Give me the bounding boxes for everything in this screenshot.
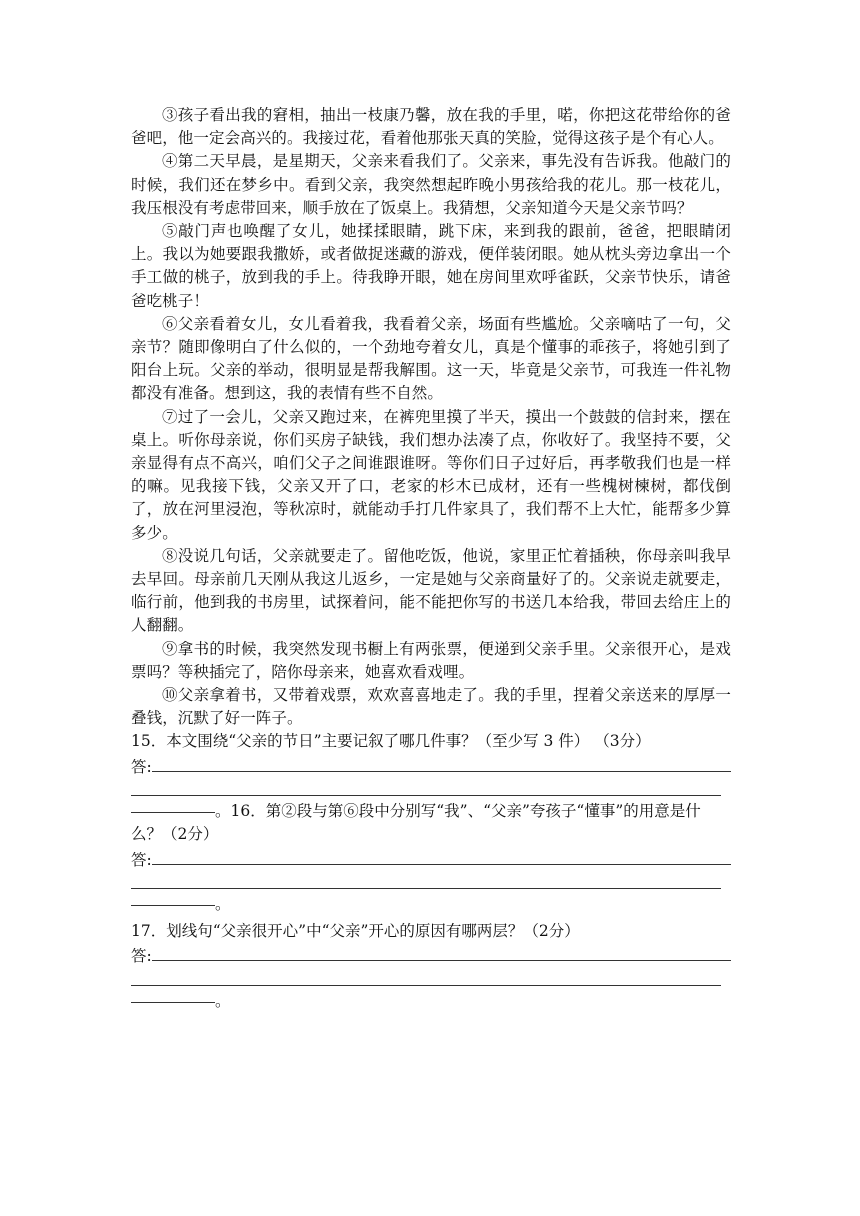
question-16: [131, 800, 731, 846]
answer-17-line-2[interactable]: [131, 966, 731, 989]
answer-16-end: [131, 893, 731, 916]
paragraph-4: ④第二天早晨，是星期天，父亲来看我们了。父亲来，事先没有告诉我。他敲门的时候，我们还在梦乡中。看到父亲，我突然想起昨晚小男孩给我的花儿。那一枝花儿，我压根没有考虑带回来，顺手放在了饭桌上。我猜想，父亲知道今天是父亲节吗？: [131, 152, 731, 217]
paragraph-3: ③孩子看出我的窘相，抽出一枝康乃馨，放在我的手里，喏，你把这花带给你的爸爸吧，他一定会高兴的。我接过花，看着他那张天真的笑脸，觉得这孩子是个有心人。: [131, 106, 731, 148]
question-15: 15．本文围绕“父亲的节日”主要记叙了哪几件事？（至少写 3 件） （3分）: [131, 732, 651, 751]
paragraph-10: ⑩父亲拿着书，又带着戏票，欢欢喜喜地走了。我的手里，捏着父亲送来的厚厚一叠钱，沉默了好一阵子。: [131, 686, 731, 728]
end-mark: 。: [215, 894, 231, 913]
answer-rule: [152, 960, 731, 961]
question-16-text: 。16．第②段与第⑥段中分别写“我”、“父亲”夸孩子“懂事”的用意是什么？（2分）: [131, 802, 701, 844]
answer-16-short-blank[interactable]: [131, 904, 215, 906]
document-page: [131, 104, 731, 1013]
question-17: 17．划线句“父亲很开心”中“父亲”开心的原因有哪两层？（2分）: [131, 922, 580, 941]
answer-label: 答:: [131, 757, 152, 776]
answer-15-line-1[interactable]: [131, 754, 731, 777]
answer-label: 答:: [131, 850, 152, 869]
paragraph-8: ⑧没说几句话，父亲就要走了。留他吃饭，他说，家里正忙着插秧，你母亲叫我早去早回。母亲前几天刚从我这儿返乡，一定是她与父亲商量好了的。父亲说走就要走，临行前，他到我的书房里，试探着问，能不能把你写的书送几本给我，带回去给庄上的人翻翻。: [131, 546, 731, 635]
answer-17-line-1[interactable]: [131, 943, 731, 966]
paragraph-9: ⑨拿书的时候，我突然发现书橱上有两张票，便递到父亲手里。父亲很开心，是戏票吗？等秧插完了，陪你母亲来，她喜欢看戏哩。: [131, 639, 731, 681]
answer-label: 答:: [131, 947, 152, 966]
answer-15-short-blank[interactable]: [131, 811, 215, 813]
answer-15-line-2[interactable]: [131, 777, 731, 800]
paragraph-5: ⑤敲门声也唤醒了女儿，她揉揉眼睛，跳下床，来到我的跟前，爸爸，把眼睛闭上。我以为她要跟我撒娇，或者做捉迷藏的游戏，便佯装闭眼。她从枕头旁边拿出一个手工做的桃子，放到我的手上。待我睁开眼，她在房间里欢呼雀跃，父亲节快乐，请爸爸吃桃子！: [131, 222, 731, 310]
answer-rule: [131, 985, 721, 986]
end-mark: 。: [215, 991, 231, 1010]
answer-rule: [152, 864, 731, 865]
answer-16-line-2[interactable]: [131, 870, 731, 893]
paragraph-7: ⑦过了一会儿，父亲又跑过来，在裤兜里摸了半天，摸出一个鼓鼓的信封来，摆在桌上。听你母亲说，你们买房子缺钱，我们想办法凑了点，你收好了。我坚持不要，父亲显得有点不高兴，咱们父子之间谁跟谁呀。等你们日子过好后，再孝敬我们也是一样的嘛。见我接下钱，父亲又开了口，老家的杉木已成材，还有一些槐树楝树，都伐倒了，放在河里浸泡，等秋凉时，就能动手打几件家具了，我们帮不上大忙，能帮多少算多少。: [131, 407, 731, 542]
answer-rule: [131, 888, 721, 889]
answer-17-end: [131, 990, 731, 1013]
paragraph-6: ⑥父亲看着女儿，女儿看着我，我看着父亲，场面有些尴尬。父亲嘀咕了一句，父亲节？随即像明白了什么似的，一个劲地夸着女儿，真是个懂事的乖孩子，将她引到了阳台上玩。父亲的举动，很明显是帮我解围。这一天，毕竟是父亲节，可我连一件礼物都没有准备。想到这，我的表情有些不自然。: [131, 314, 731, 403]
answer-rule: [131, 795, 721, 796]
answer-rule: [152, 771, 731, 772]
answer-16-line-1[interactable]: [131, 846, 731, 869]
answer-17-short-blank[interactable]: [131, 1001, 215, 1003]
